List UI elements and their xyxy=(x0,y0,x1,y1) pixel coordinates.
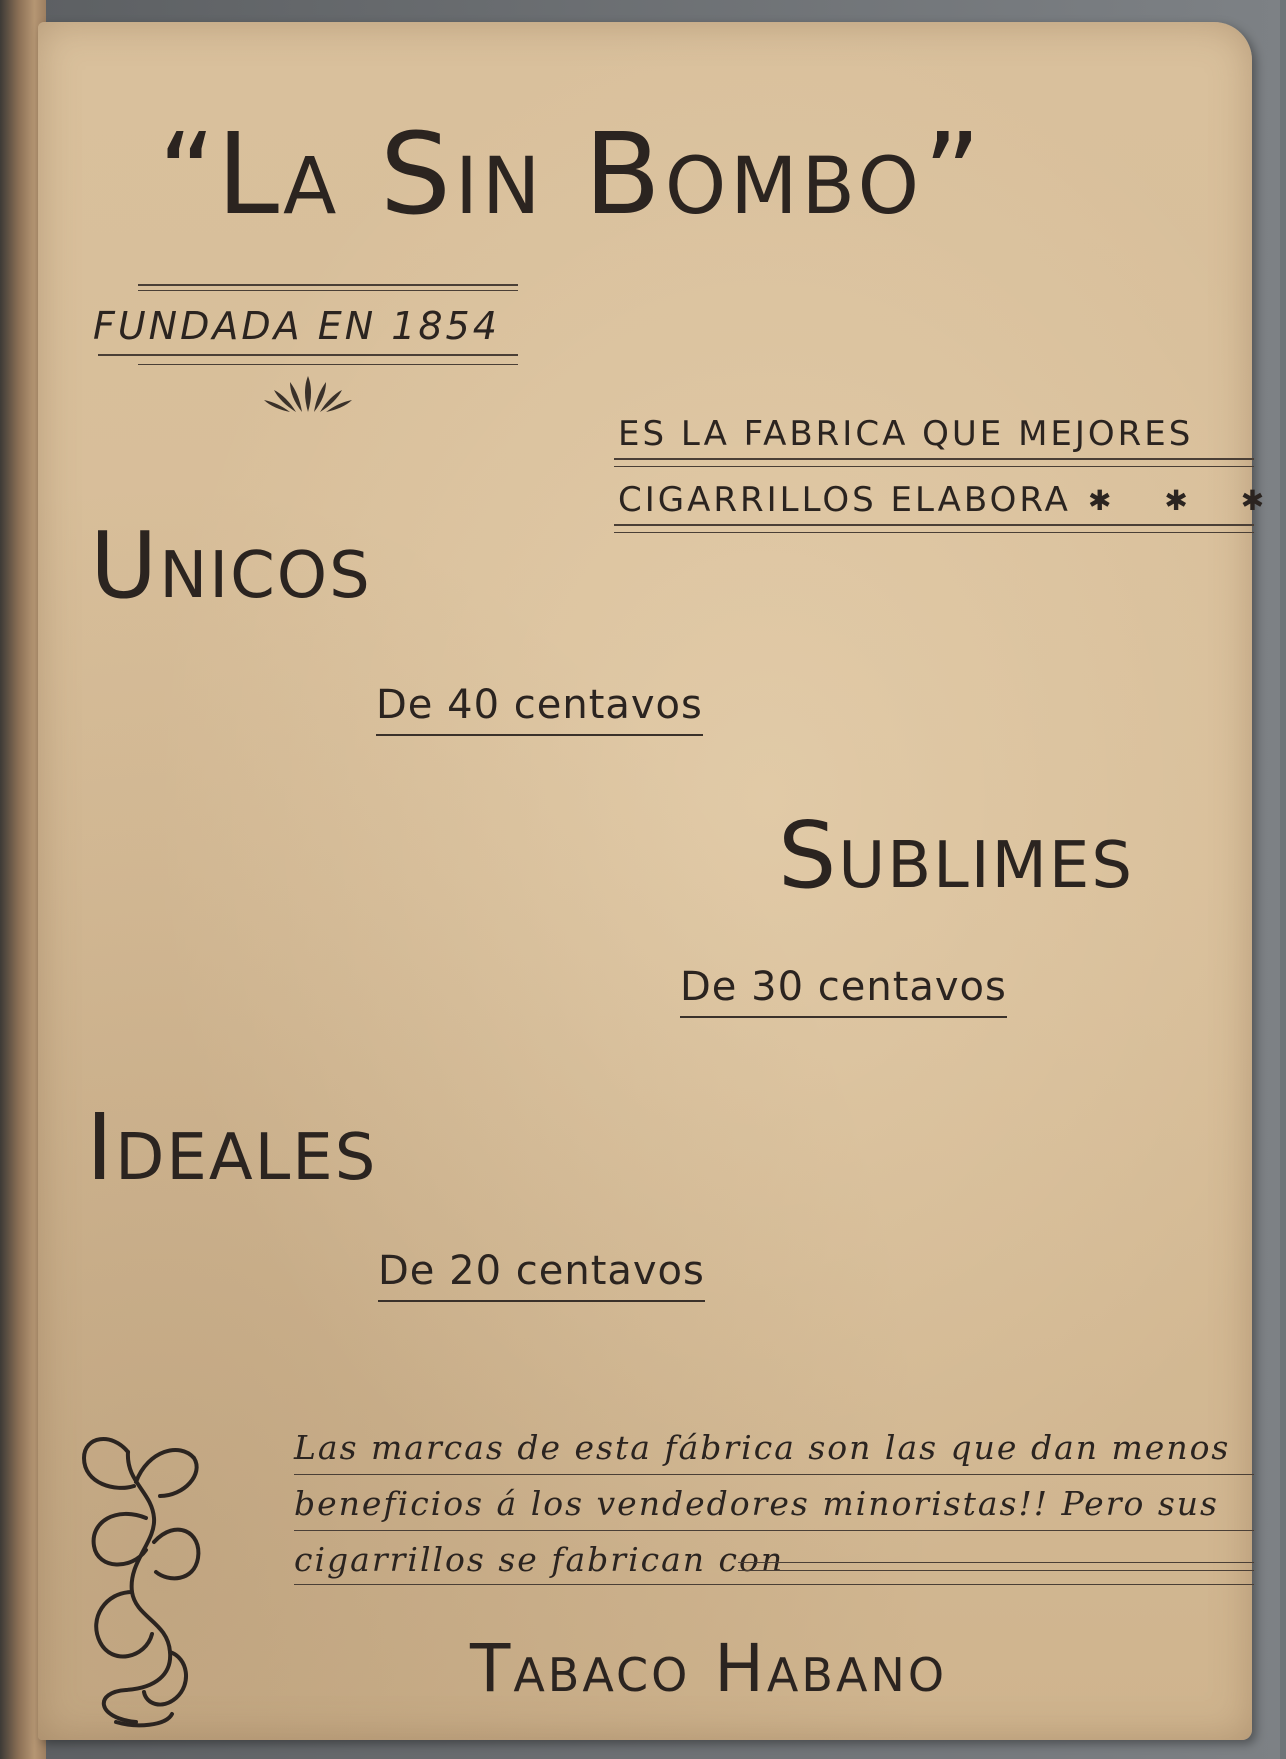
note-line-2: beneficios á los vendedores minoristas!! Pero sus xyxy=(294,1484,1219,1523)
note-rule-4 xyxy=(294,1584,1254,1585)
note-rule-1 xyxy=(294,1474,1254,1475)
stars-ornament: ✱ ✱ ✱ xyxy=(1088,484,1286,517)
brand-name-ideales: Ideales xyxy=(86,1094,378,1201)
note-line-1: Las marcas de esta fábrica son las que dan menos xyxy=(294,1428,1231,1467)
slogan-rule-2 xyxy=(614,524,1254,526)
footer-tabaco-habano: Tabaco Habano xyxy=(470,1630,948,1707)
brand-price-ideales: De 20 centavos xyxy=(378,1248,705,1302)
note-rule-3a xyxy=(738,1562,1254,1563)
divider-top xyxy=(138,284,518,286)
art-nouveau-vine-icon xyxy=(76,1422,206,1732)
founded-text: FUNDADA EN 1854 xyxy=(93,304,500,348)
slogan-rule-1 xyxy=(614,458,1254,460)
printed-page xyxy=(38,22,1286,1740)
fan-ornament-icon xyxy=(260,372,356,416)
divider-bottom xyxy=(98,354,518,356)
factory-slogan-line-1: ES LA FABRICA QUE MEJORES xyxy=(618,414,1194,454)
brand-name-unicos: Unicos xyxy=(90,512,372,619)
factory-slogan-line-2: CIGARRILLOS ELABORA xyxy=(618,480,1071,520)
brand-price-unicos: De 40 centavos xyxy=(376,682,703,736)
brand-name-sublimes: Sublimes xyxy=(778,802,1134,909)
slogan-rule-2-thin xyxy=(614,532,1254,533)
divider-top-thin xyxy=(138,290,518,291)
note-line-3: cigarrillos se fabrican con xyxy=(294,1540,785,1579)
note-rule-2 xyxy=(294,1530,1254,1531)
page-title: “La Sin Bombo” xyxy=(158,110,986,240)
brand-price-sublimes: De 30 centavos xyxy=(680,964,1007,1018)
slogan-rule-1-thin xyxy=(614,466,1254,467)
note-rule-3b xyxy=(738,1570,1254,1571)
divider-bottom-thin xyxy=(138,364,518,365)
